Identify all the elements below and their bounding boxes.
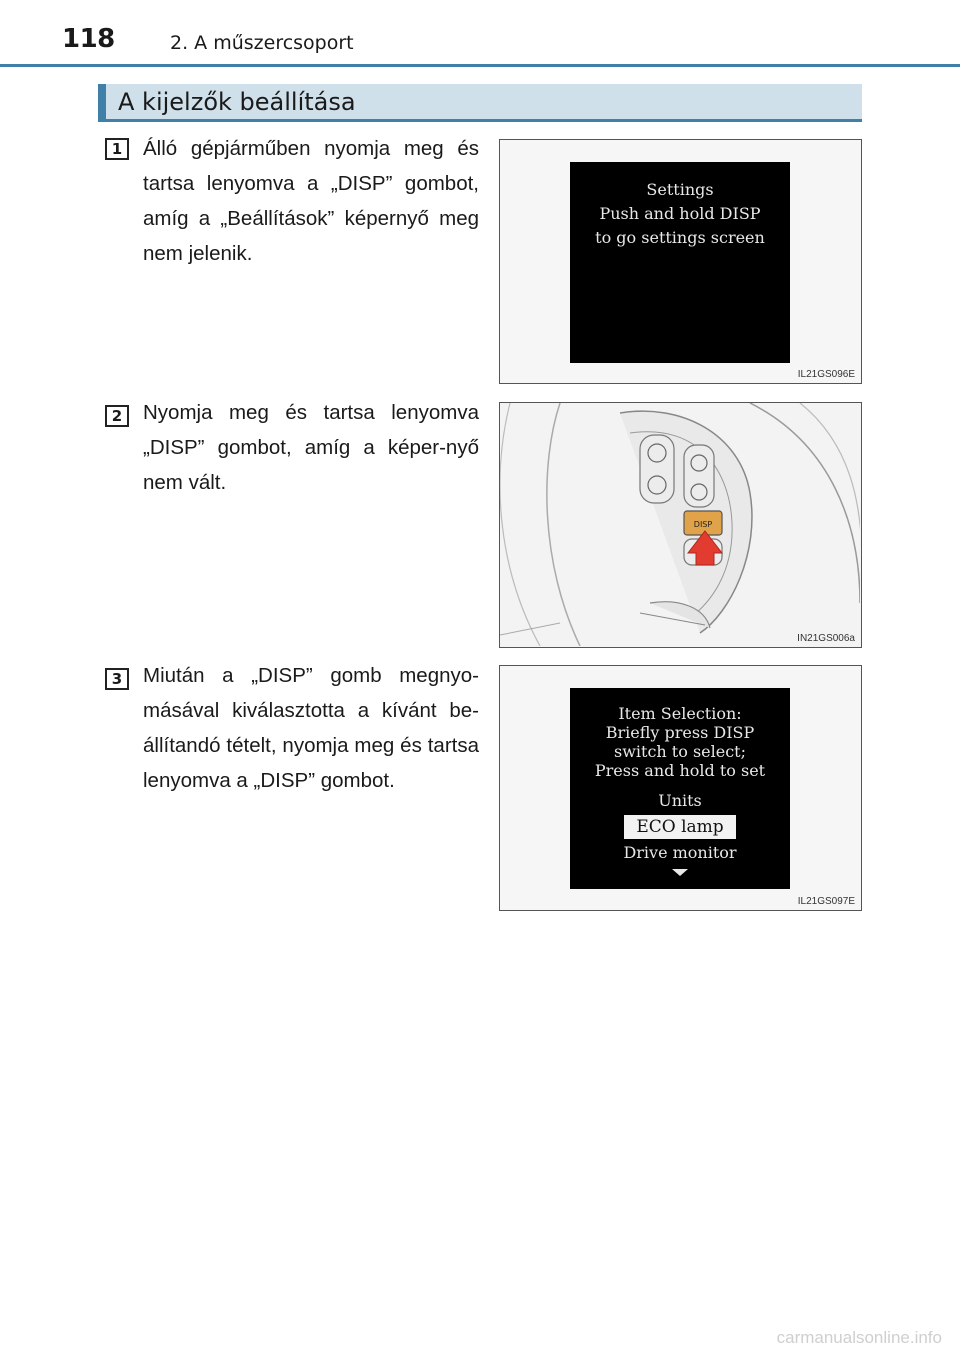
screen-line: to go settings screen bbox=[595, 228, 765, 247]
step-text-3: Miután a „DISP” gomb megnyo-másával kiválasztotta a kívánt be-állítandó tételt, nyomja meg és tartsa lenyomva a „DISP” gombot. bbox=[143, 664, 479, 792]
menu-item-drive-monitor: Drive monitor bbox=[623, 843, 737, 862]
menu-item-units: Units bbox=[658, 791, 702, 810]
page-header bbox=[0, 0, 960, 68]
display-screen bbox=[570, 688, 790, 889]
figure-steering-wheel bbox=[499, 402, 862, 648]
figure-item-selection bbox=[499, 665, 862, 911]
figure-code: IN21GS006a bbox=[797, 633, 855, 644]
figure-code: IL21GS096E bbox=[797, 369, 855, 380]
section-heading bbox=[98, 84, 862, 122]
menu-item-eco-lamp-selected: ECO lamp bbox=[624, 815, 735, 839]
figure-code: IL21GS097E bbox=[797, 896, 855, 907]
steering-wheel-illustration bbox=[500, 403, 860, 646]
scroll-down-icon bbox=[672, 869, 688, 876]
watermark: carmanualsonline.info bbox=[776, 1328, 942, 1347]
screen-line: switch to select; bbox=[614, 742, 746, 761]
screen-line: Press and hold to set bbox=[594, 761, 766, 780]
screen-line: Item Selection: bbox=[618, 704, 742, 723]
step-badge-3: 3 bbox=[105, 668, 129, 690]
screen-line: Push and hold DISP bbox=[599, 204, 761, 223]
page-number: 118 bbox=[62, 24, 115, 54]
step-text-2: Nyomja meg és tartsa lenyomva „DISP” gombot, amíg a képer-nyő nem vált. bbox=[143, 401, 479, 494]
display-screen bbox=[570, 162, 790, 363]
disp-button-label: DISP bbox=[693, 520, 713, 529]
step-text-1: Álló gépjárműben nyomja meg és tartsa lenyomva a „DISP” gombot, amíg a „Beállítások” képernyő meg nem jelenik. bbox=[143, 137, 479, 265]
step-badge-2: 2 bbox=[105, 405, 129, 427]
section-title-text: A kijelzők beállítása bbox=[118, 88, 356, 116]
figure-settings-screen bbox=[499, 139, 862, 384]
chapter-title: 2. A műszercsoport bbox=[170, 32, 354, 54]
screen-line: Settings bbox=[646, 180, 714, 199]
screen-line: Briefly press DISP bbox=[605, 723, 755, 742]
header-rule bbox=[0, 64, 960, 67]
step-badge-1: 1 bbox=[105, 138, 129, 160]
